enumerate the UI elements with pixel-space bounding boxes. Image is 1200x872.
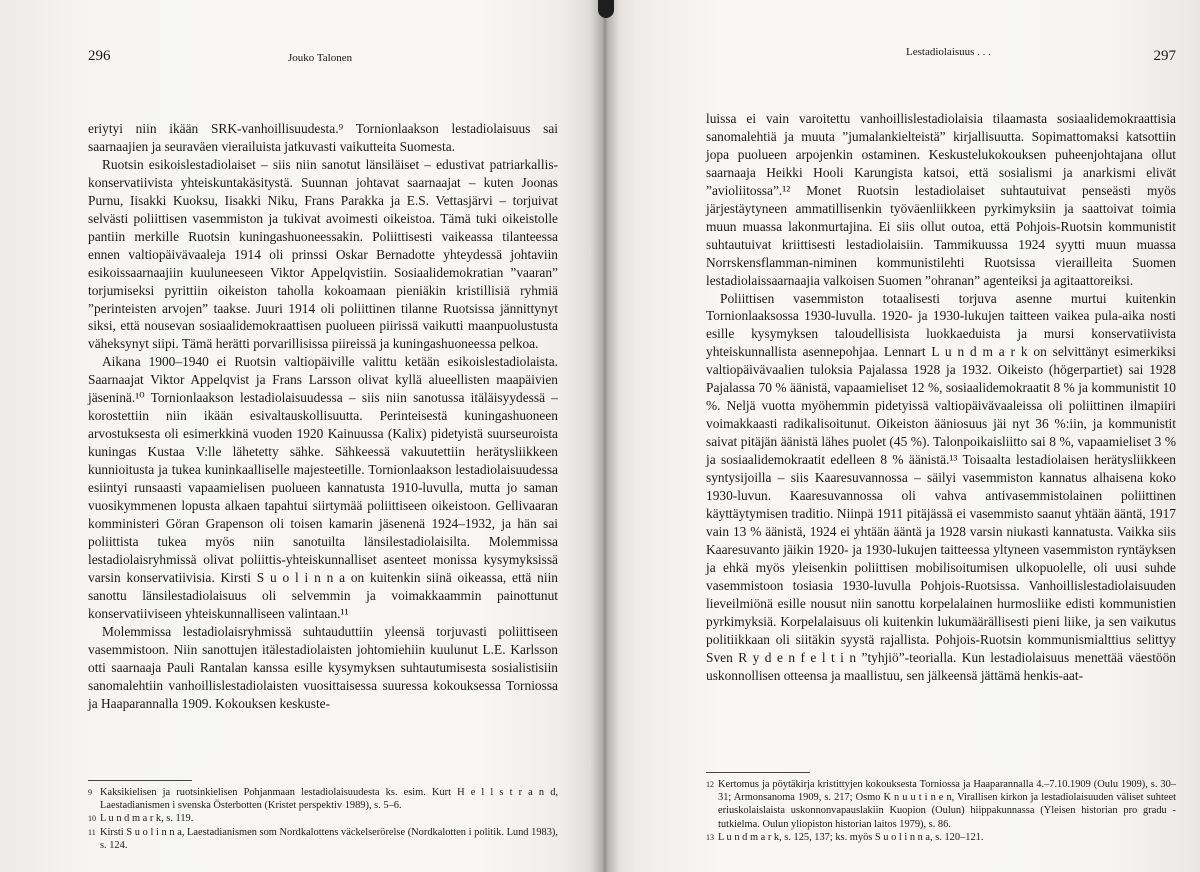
right-paragraph: Poliittisen vasemmiston totaalisesti torjuva asenne murtui kuitenkin Tornionlaaksossa 1930-luvulla. 1920- ja 1930-lukujen taitteen vaikea pula-aika nosti esille kysymyksen taloudellisista luokkaeduista ja mursi konservatiivista yhteiskunnallista asennepohjaa. Lennart L u n d m a r k on selvittänyt esimerkiksi valtiopäivävaalien tuloksia Pajalassa 1928 ja 1932. Oikeisto (högerpartiet) sai 1928 Pajalassa 70 % äänistä, vapaamieliset 12 %, sosiaalidemokraatit 8 % ja kommunistit 10 %. Neljä vuotta myöhemmin pidetyissä valtiopäivävaaleissa oli poliittinen ilmapiiri voimakkaasti radikalisoitunut. Oikeiston ääniosuus jäi nyt 36 %:iin, ja kommunistit saivat pitäjän äänistä lähes puolet (45 %). Talonpoikaisliitto sai 8 %, vapaamieliset 3 % ja sosiaalidemokraatit edelleen 8 % äänistä.¹³ Toisaalta lestadiolaisen herätysliikkeen syntysijoilla – siis Kaaresuvannossa – säilyi vasemmiston kannatus alhaisena koko 1930-luvun. Kaaresuvannossa oli vahva antivasemmistolainen poliittinen käyttäytymisen traditio. Niinpä 1911 pitäjässä ei vasemmisto saanut yhtään ääntä, 1917 vain 13 % äänistä, 1924 ei yhtään ääntä ja 1928 varsin niukasti kannatusta. Vaikka siis Kaaresuvanto jäikin 1920- ja 1930-lukujen taitteessa yltyneen vasemmiston ryntäyksen ja ehkä myös yleisenkin poliittisen mobilisoitumisen ulkopuolelle, oli uusi suhde vasemmistoon tosiasia 1930-luvulla Pohjois-Ruotsissa. Vanhoillislestadiolaisuuden lieveilmiönä esille nousut niin sanottu korpelalainen hurmosliike edisti kommunistien pyrkimyksiä. Korpelalaisuus oli kuitenkin lukumäärällisesti pieni liike, ja sen vaikutus politiikkaan oli siitäkin syystä rajallista. Pohjois-Ruotsin kommunismialttius selittyy Sven R y d e n f e l t i n ”tyhjiö”-teorialla. Kun lestadiolaisuus menettää väestöön uskonnollisen otteensa ja maallistuu, sen jälkeensä jättämä henkis-aat- [706,290,1176,683]
left-page [88,0,558,872]
left-page-body [88,120,558,712]
footnote-mark: 13 [706,832,714,842]
right-running-head: Lestadiolaisuus . . . [906,46,991,58]
left-paragraph: Molemmissa lestadiolaisryhmissä suhtauduttiin yleensä torjuvasti poliittiseen vasemmistoon. Niin sanottujen itälestadiolaisten johtomiehiin kuulunut L.E. Karlsson otti saarnaaja Pauli Rantalan kanssa esille kysymyksen suhtautumisesta sosialistisiin sanomalehtiin vanhoillislestadiolaisten vuosittaisessa suuressa kokouksessa Torniossa ja Haaparannalla 1909. Kokouksen keskuste- [88,623,558,711]
footnote-text: Kirsti S u o l i n n a, Laestadianismen som Nordkalottens väckelserörelse (Nordkalotten i politik. Lund 1983), s. 124. [100,826,558,851]
footnote-text: Kaksikielisen ja ruotsinkielisen Pohjanmaan lestadiolaisuudesta ks. esim. Kurt H e l l s t r a n d, Laestadianismen i svenska Österbotten (Kristet perspektiv 1989), s. 5–6. [100,787,558,812]
left-paragraph: Aikana 1900–1940 ei Ruotsin valtiopäiville valittu ketään esikoislestadiolaista. Saarnaajat Viktor Appelqvist ja Frans Larsson olivat kyllä alueellisten maapäivien jäseninä.¹⁰ Tornionlaakson lestadiolaisuudessa – siis niin sanotussa itäläisyydessä – korostettiin niin ikään esivaltauskollisuutta. Perinteisestä kuningashuoneen arvostuksesta oli esimerkkinä vuoden 1920 Kainuussa (Kalix) pidetyistä suurseuroista kuningas Kustaa V:lle lähetetty sähke. Sähkeessä vakuutettiin herätysliikkeen kunnioitusta ja tukea kuninkaalliselle majesteetille. Tornionlaakson lestadiolaisuudessa esiintyi runsaasti vapaamielisen puolueen kannatusta 1910-luvulla, mutta jo saman vuosikymmenen lopusta alkaen tapahtui siirtymää poliittiseen oikeistoon. Gellivaaran komministeri Göran Grapenson oli toisen kamarin jäsenenä 1924–1932, ja hän sai poliittista tukea myös niin sanotuilta länsilestadiolaisilta. Molemmissa lestadiolaisryhmissä olivat poliittis-yhteiskunnalliset asenteet monissa kysymyksissä varsin konservatiivisia. Kirsti S u o l i n n a on kuitenkin siinä oikeassa, että niin sanottu länsilestadiolaisuus oli selvemmin ja voimakkaammin painottunut konservatiiviseen yhteiskunnalliseen valintaan.¹¹ [88,354,558,621]
left-page-header [88,46,558,70]
left-footnotes [88,786,558,852]
footnote-text: L u n d m a r k, s. 119. [100,813,194,825]
left-page-number: 296 [88,48,111,64]
book-spine-top [598,0,614,18]
footnote [88,826,558,852]
footnote [706,778,1176,831]
left-running-head: Jouko Talonen [288,52,353,64]
footnote-mark: 10 [88,814,96,824]
footnote [88,786,558,812]
footnote-mark: 9 [88,788,92,797]
footnote [706,831,1176,844]
right-paragraph: luissa ei vain varoitettu vanhoillislestadiolaisia tilaamasta sosiaalidemokraattisia sanomalehtiä ja muuta ”jumalankielteistä” kirjallisuutta. Sopimattomaksi katsottiin jopa puolueen arpojenkin ostaminen. Keskustelukokouksen puheenjohtajana ollut saarnaaja Heikki Hooli Karungista katsoi, että sosialismi ja anarkismi elivät ”avioliitossa”.¹² Monet Ruotsin lestadiolaiset suhtautuivat penseästi myös järjestäytyneen ammatillisenkin työväenliikkeen pyrkimyksiin ja saattoivat toimia muun muassa lakonmurtajina. Ei siis ollut outoa, että Pohjois-Ruotsin kommunistit suhtautuivat kriittisesti lestadiolaisiin. Tammikuussa 1924 syytti muun muassa Norrskensflamman-niminen kommunistilehti Ruotsissa vierailleita Suomen lestadiolaissaarnaajia valkoisen Suomen ”ohranan” agenteiksi ja agitaattoreiksi. [706,111,1176,288]
left-footnote-rule [88,780,192,781]
right-page-body [706,110,1176,685]
right-page-number: 297 [1153,48,1176,64]
right-footnotes [706,778,1176,844]
footnote-text: L u n d m a r k, s. 125, 137; ks. myös S u o l i n n a, s. 120–121. [718,831,984,843]
footnote-mark: 12 [706,780,714,789]
right-footnote-rule [706,772,810,773]
footnote-mark: 11 [88,827,96,837]
book-gutter-shadow [590,0,620,872]
left-paragraph: eriytyi niin ikään SRK-vanhoillisuudesta.⁹ Tornionlaakson lestadiolaisuus sai saarnaajien ja seuraväen vierailuista jatkuvasti vaikutteita Suomesta. [88,121,558,154]
right-page [706,0,1176,872]
footnote-text: Kertomus ja pöytäkirja kristittyjen kokouksesta Torniossa ja Haaparannalla 4.–7.10.1909 (Oulu 1909), s. 30–31; Armonsanoma 1909, s. 217; Osmo K n u u t i n e n, Virallisen kirkon ja lestadiolaisuuden väliset suhteet eriuskolaislaista uskonnonvapauslakiin Kuopion (Oulun) hiippakunnassa (Yleisen historian pro gradu -tutkielma. Oulun yliopiston historian laitos 1979), s. 86. [718,779,1176,830]
footnote [88,812,558,825]
right-page-header [706,46,1176,70]
left-paragraph: Ruotsin esikoislestadiolaiset – siis niin sanotut länsiläiset – edustivat patriarkallis-konservatiivista yhteiskuntakäsitystä. Suunnan johtavat saarnaajat – kuten Joonas Purnu, Iisakki Kuoksu, Iisakki Niku, Frans Parakka ja E.S. Vettasjärvi – torjuivat selvästi poliittisen vasemmiston ja tukivat avoimesti oikeistoa. Tämä tuki oikeistolle pantiin merkille Ruotsin kuningashuoneessakin. Poliittisesti vaikeassa tilanteessa ennen valtiopäivävaaleja 1914 oli prinssi Oskar Bernadotte yhteydessä johtaviin esikoissaarnaajiin kuuluneeseen Viktor Appelqvistiin. Sosiaalidemokratian ”vaaran” torjumiseksi pyrittiin oikeiston taholla kokoamaan pieniäkin kristillisiä ryhmiä ”perinteisten arvojen” taakse. Juuri 1914 oli poliittinen tilanne Ruotsissa jännittynyt siksi, että nousevan sosiaalidemokraattisen puolueen piirissä vaikutti maanpuolustusta väheksynyt siipi. Tämä herätti porvarillisissa piireissä ja kuningashuoneessa pelkoa. [88,156,558,352]
